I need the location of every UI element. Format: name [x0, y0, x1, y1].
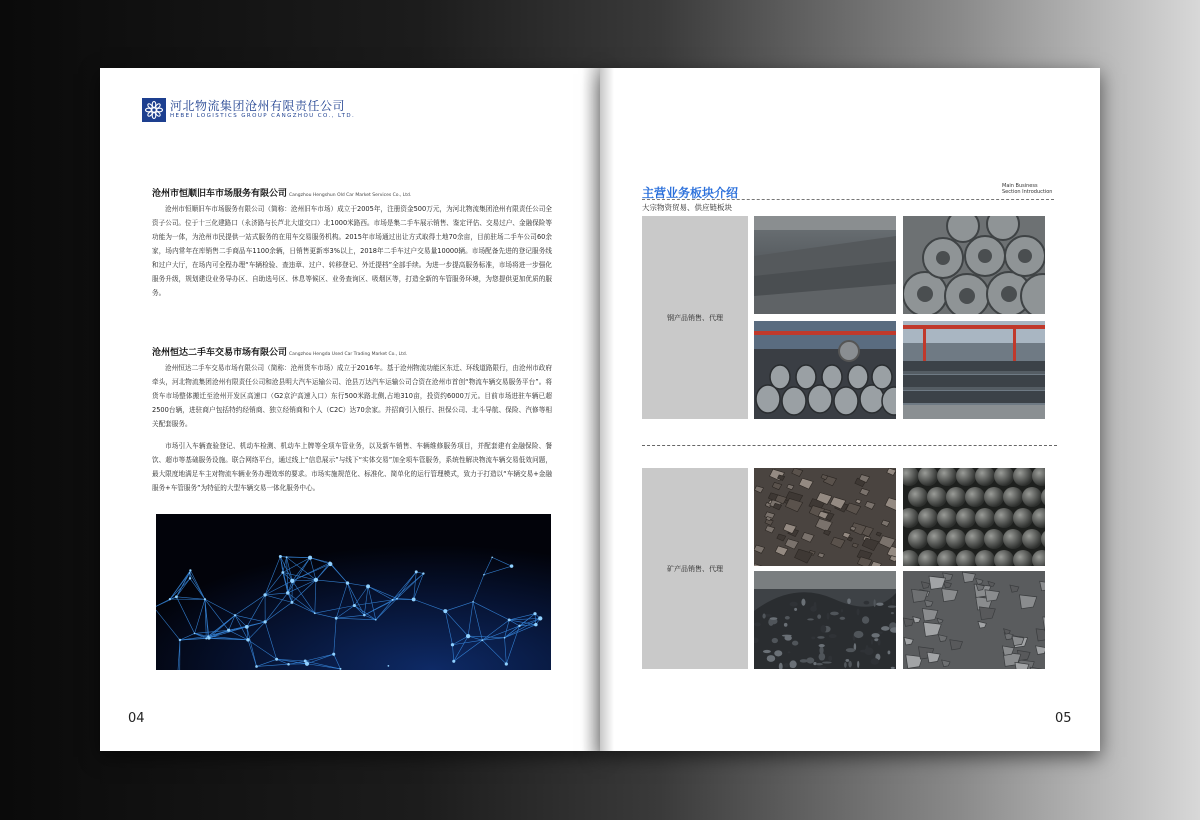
company-logo	[142, 98, 355, 122]
network-globe-image	[156, 514, 551, 670]
section2-heading	[152, 345, 407, 358]
main-business-title: 主营业务板块介绍	[642, 186, 739, 200]
section1-title-en: Cangzhou Hengshun Old Car Market Services Co., Ltd.	[289, 193, 412, 198]
scrap-metal-photo	[754, 468, 896, 566]
section2-title-en: Cangzhou Hengda Used Car Trading Market Co., Ltd.	[289, 352, 408, 357]
steel-bar-yard-photo	[903, 321, 1045, 419]
spine-shadow-right	[600, 68, 614, 751]
section-divider	[642, 445, 1057, 446]
section2-paragraph1: 沧州恒达二手车交易市场有限公司（简称：沧州货车市场）成立于2016年。基于沧州物流功能区东迁、环线道路限行，由沧州市政府牵头，河北物流集团沧州有限责任公司和沧县明大汽车运输公司、沧县万达汽车运输公司合资在沧州市首创“物流车辆交易服务平台”。将货车市场整体搬迁至沧州开发区高速口（G2京沪高速入口）东行500米路北侧,占地310亩，投资约6000万元。目前市场进驻车辆已超2500台辆，进驻商户包括特约经销商、独立经销商和个人（C2C）达70余家。并招商引入银行、担保公司、北斗导航、保险、汽修等相关配套服务。	[152, 364, 552, 428]
section1-heading	[152, 186, 411, 199]
section1-paragraph: 沧州市恒顺旧车市场服务有限公司（简称：沧州旧车市场）成立于2005年，注册资金500万元，为河北物流集团沧州有限责任公司全资子公司。位于十三化建路口（永济路与长芦北大道交口）北1000米路西。市场是集二手车展示销售、鉴定评估、交易过户、金融保险等功能为一体，为沧州市民提供一站式服务的在用车交易服务机构。2015年市场通过出让方式取得土地70余亩，目前驻场二手车公司60余家，场内常年在库销售二手商品车1100余辆，日销售更新率3%以上，2018年二手车过户交易量10000辆。市场配备先进的登记服务线和过户大厅，在场内可全程办理“车辆检验、查违章、过户、转移登记、外迁提档”全部手续。为进一步提高服务标准，市场将进一步强化服务升级，规划建设业务导办区、自助选号区、休息等候区、业务查询区、吸烟区等，打造全新的车管服务环境，为您提供更加优质的服务。	[152, 205, 552, 297]
mineral-block-label: 矿产品销售、代理	[667, 564, 723, 573]
steel-block-label: 钢产品销售、代理	[667, 313, 723, 322]
steel-plate-photo	[754, 216, 896, 314]
grinding-balls-photo	[903, 468, 1045, 566]
page-number-right: 05	[1055, 711, 1072, 726]
section2-title-cn: 沧州恒达二手车交易市场有限公司	[152, 348, 288, 358]
ore-rocks-photo	[903, 571, 1045, 669]
left-page	[100, 68, 600, 751]
coal-pile-photo	[754, 571, 896, 669]
section2-paragraph2: 市场引入车辆查验登记、机动车检测、机动车上牌等全项车管业务，以及新车销售、车辆维修服务项目，并配套建有金融保险、餐饮、超市等基础服务设施。联合网络平台，通过线上“信息展示”与线下“实体交易”加全项车管服务，系统性解决物流车辆交易低效问题，最大限度地满足车主对物流车辆业务办理效率的要求。市场实施规范化、标准化、简单化的运行管理模式，致力于打造以“车辆交易+金融服务+车管服务”为特征的大型车辆交易一体化服务中心。	[152, 442, 552, 492]
wire-coil-photo	[903, 216, 1045, 314]
mineral-block	[642, 468, 748, 669]
right-page	[600, 68, 1100, 751]
steel-block	[642, 216, 748, 419]
spine-shadow-left	[582, 68, 600, 751]
title-en-line1: Main Business	[1002, 183, 1038, 189]
main-business-title-en	[1002, 183, 1054, 195]
company-name-cn: 河北物流集团沧州有限责任公司	[170, 99, 346, 113]
steel-coil-warehouse-photo	[754, 321, 896, 419]
flower-logo-icon	[142, 98, 166, 122]
title-underline	[642, 199, 1054, 200]
company-name-en: HEBEI LOGISTICS GROUP CANGZHOU CO., LTD.	[170, 113, 356, 119]
page-number-left: 04	[128, 711, 145, 726]
title-en-line2: Section Introduction	[1002, 189, 1053, 195]
section-title-row	[642, 184, 1054, 200]
section-subtitle: 大宗物资贸易、供应链板块	[642, 203, 732, 212]
section1-title-cn: 沧州市恒顺旧车市场服务有限公司	[152, 189, 288, 199]
